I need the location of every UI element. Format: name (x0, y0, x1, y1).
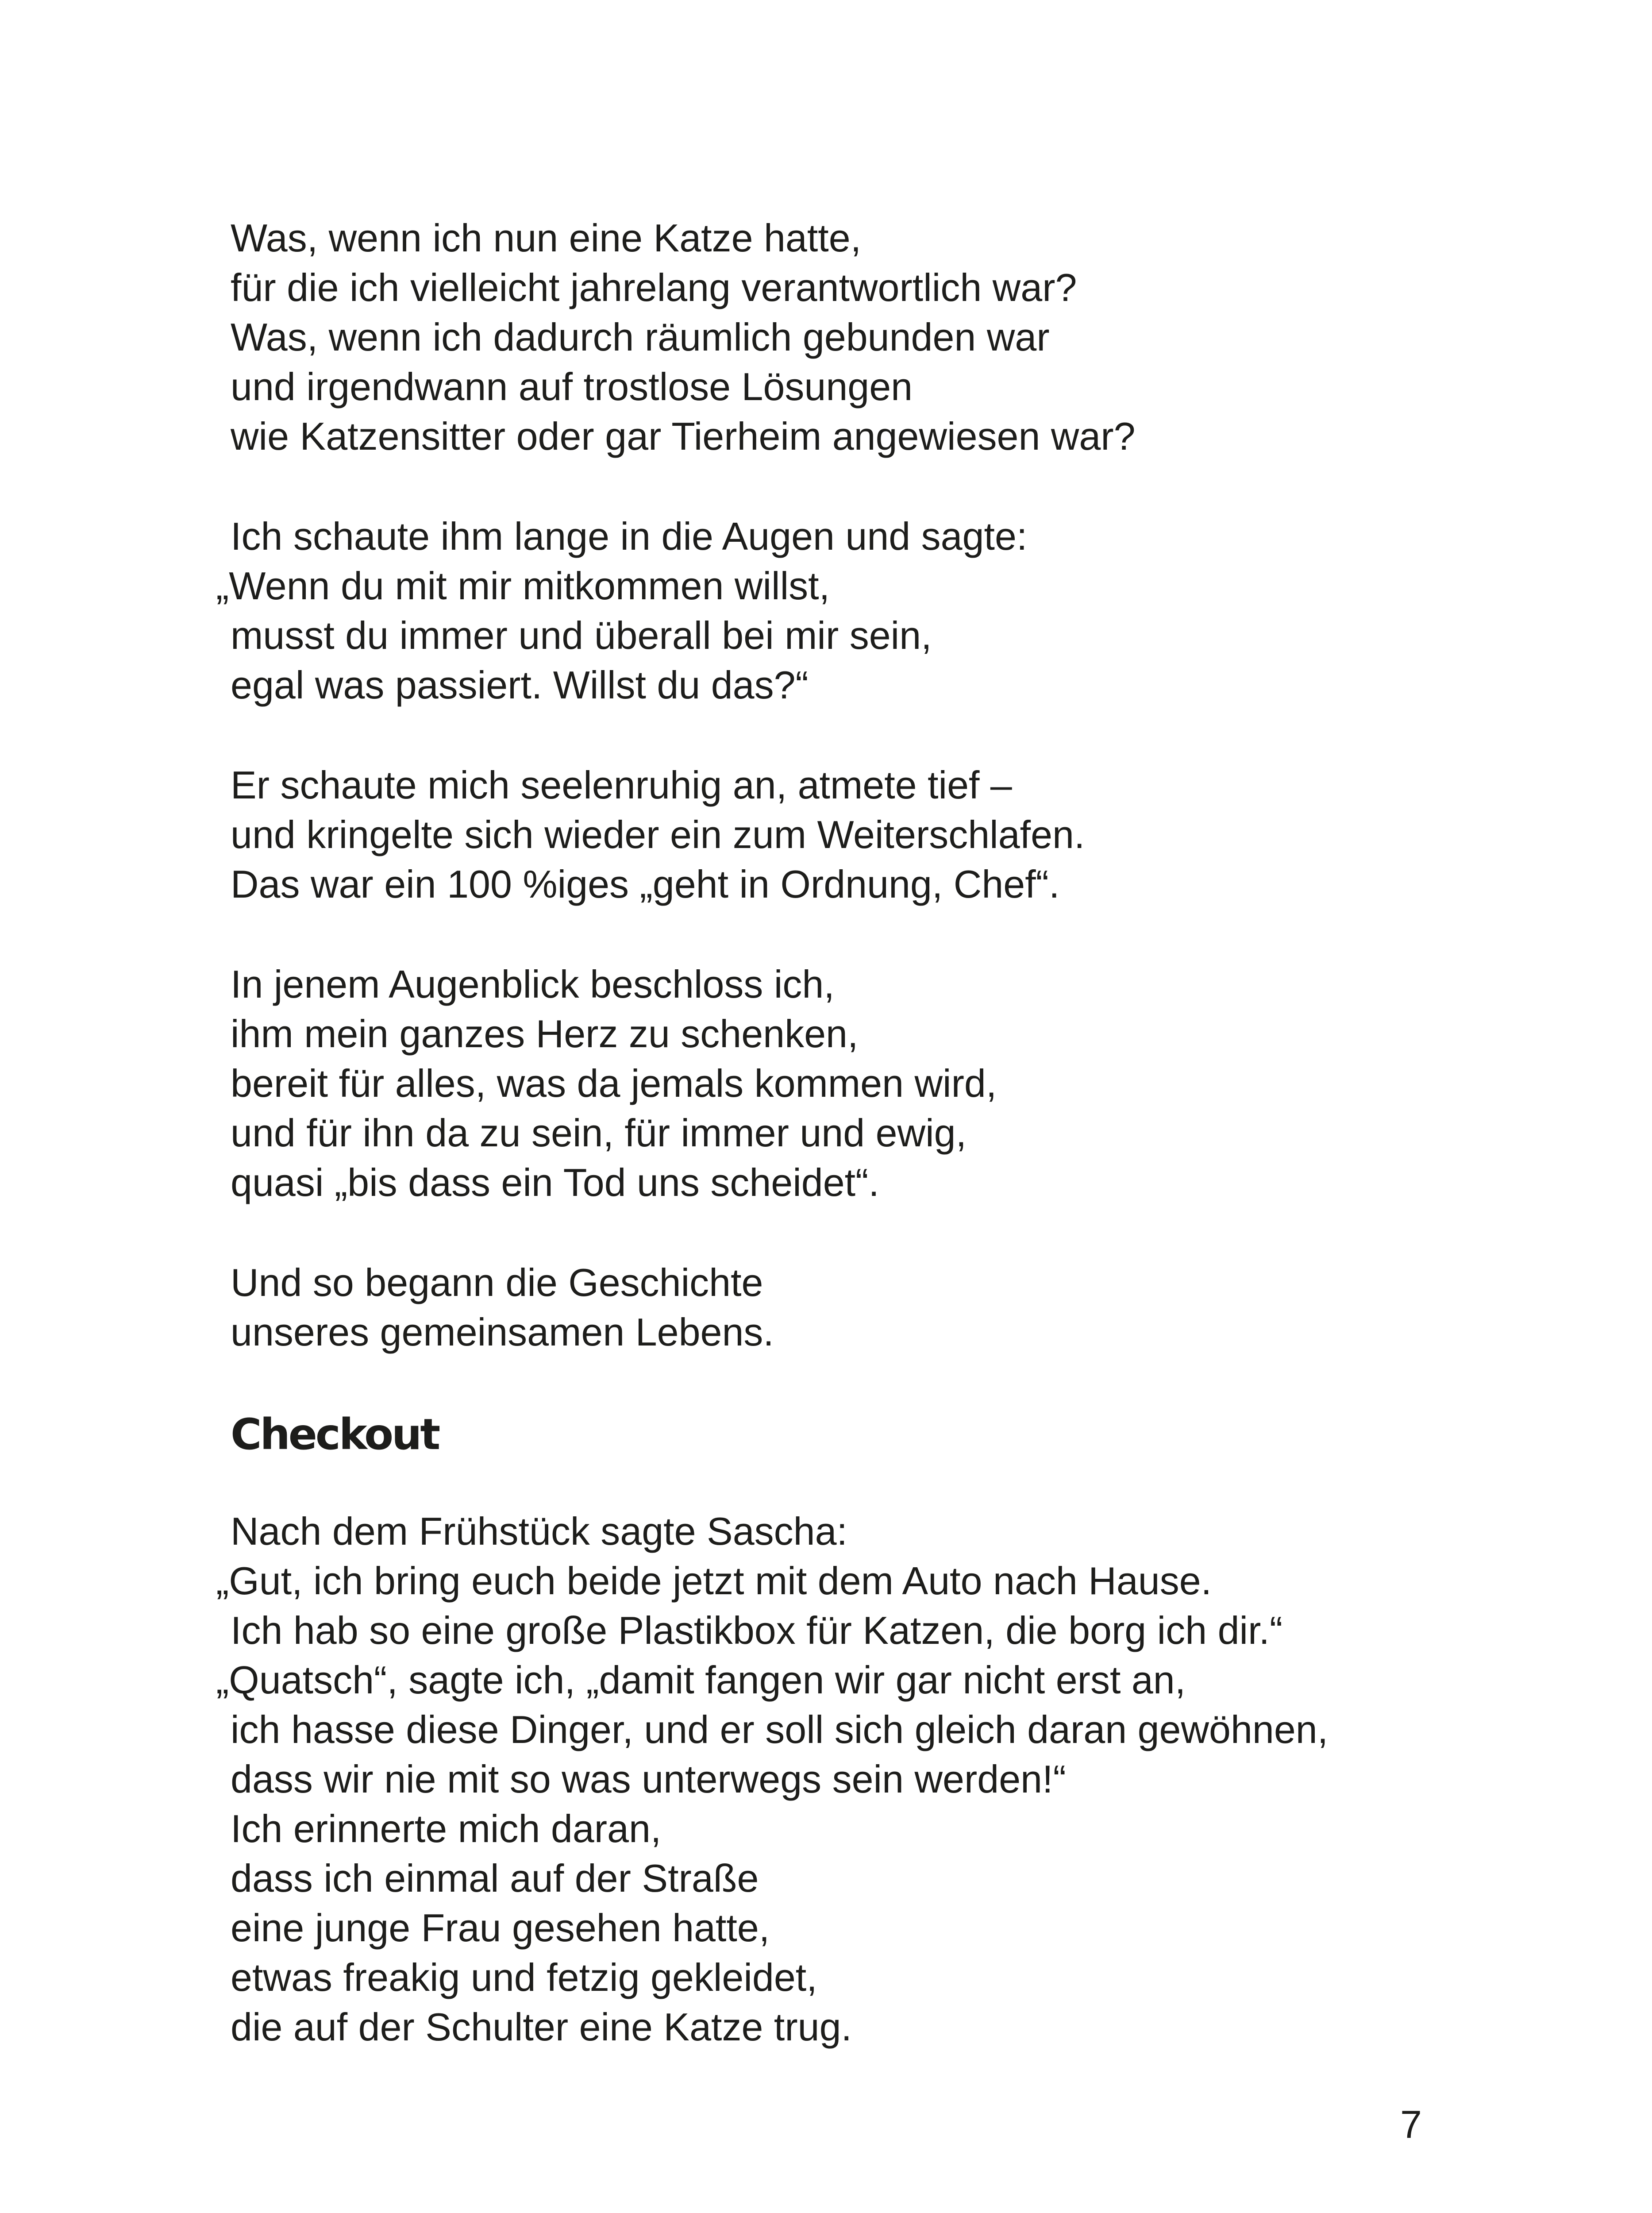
text-line: Und so begann die Geschichte (231, 1261, 763, 1304)
stanza (231, 960, 1558, 1207)
text-line: „Quatsch“, sagte ich, „damit fangen wir gar nicht erst an, (216, 1658, 1186, 1702)
page-number: 7 (1400, 2102, 1422, 2146)
stanza (231, 760, 1558, 909)
text-line: dass ich einmal auf der Straße (231, 1856, 759, 1900)
text-line: unseres gemeinsamen Lebens. (231, 1310, 774, 1354)
text-line: ihm mein ganzes Herz zu schenken, (231, 1012, 859, 1056)
text-line: eine junge Frau gesehen hatte, (231, 1906, 770, 1950)
text-line: „Gut, ich bring euch beide jetzt mit dem Auto nach Hause. (216, 1559, 1212, 1603)
text-line: und kringelte sich wieder ein zum Weiterschlafen. (231, 813, 1085, 856)
text-line: wie Katzensitter oder gar Tierheim angewiesen war? (231, 414, 1136, 458)
text-line: für die ich vielleicht jahrelang verantwortlich war? (231, 266, 1077, 309)
text-line: dass wir nie mit so was unterwegs sein werden!“ (231, 1757, 1066, 1801)
section-heading: Checkout (231, 1410, 439, 1459)
stanza (231, 213, 1558, 461)
text-line: bereit für alles, was da jemals kommen wird, (231, 1061, 997, 1105)
stanza (231, 1258, 1558, 1357)
text-line: In jenem Augenblick beschloss ich, (231, 962, 835, 1006)
text-line: ich hasse diese Dinger, und er soll sich gleich daran gewöhnen, (231, 1708, 1329, 1751)
page-body (216, 213, 1558, 2102)
text-line: Ich erinnerte mich daran, (231, 1807, 662, 1851)
text-line: und irgendwann auf trostlose Lösungen (231, 365, 913, 409)
text-line: Das war ein 100 %iges „geht in Ordnung, Chef“. (231, 862, 1060, 906)
text-line: Ich hab so eine große Plastikbox für Katzen, die borg ich dir.“ (231, 1608, 1283, 1652)
text-line: Ich schaute ihm lange in die Augen und sagte: (231, 514, 1028, 558)
text-line: etwas freakig und fetzig gekleidet, (231, 1955, 817, 1999)
stanza (216, 1507, 1558, 2052)
text-line: die auf der Schulter eine Katze trug. (231, 2005, 852, 2049)
stanza (216, 512, 1558, 710)
text-line: „Wenn du mit mir mitkommen willst, (216, 564, 830, 608)
text-line: Was, wenn ich nun eine Katze hatte, (231, 216, 862, 260)
text-line: Er schaute mich seelenruhig an, atmete tief – (231, 763, 1012, 807)
text-line: quasi „bis dass ein Tod uns scheidet“. (231, 1160, 879, 1204)
text-line: Was, wenn ich dadurch räumlich gebunden war (231, 315, 1050, 359)
text-line: egal was passiert. Willst du das?“ (231, 663, 809, 707)
text-line: und für ihn da zu sein, für immer und ewig, (231, 1111, 967, 1155)
text-line: Nach dem Frühstück sagte Sascha: (231, 1509, 847, 1553)
text-line: musst du immer und überall bei mir sein, (231, 613, 932, 657)
